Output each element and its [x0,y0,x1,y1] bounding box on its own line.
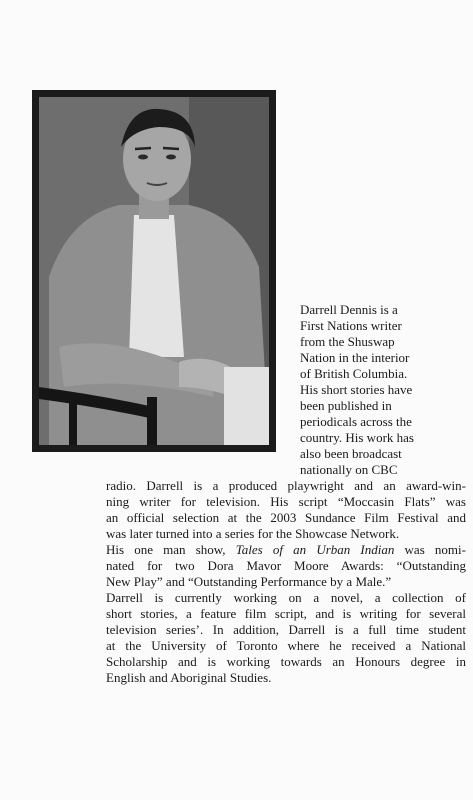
bio-line: Scholarship and is working towards an Honours degree in [106,654,466,669]
bio-line: an official selection at the 2003 Sundance Film Festival and [106,510,466,525]
bio-line: was later turned into a series for the Showcase Network. [106,526,400,541]
bio-line-with-title [106,542,466,558]
bio-line: New Play” and “Outstanding Performance by a Male.” [106,574,392,589]
portrait-illustration [39,97,269,445]
bio-line: ning writer for television. His script “Moccasin Flats” was [106,494,466,509]
bio-line: Darrell is currently working on a novel, a collection of [106,590,466,605]
bio-line: Darrell Dennis is a [300,302,398,317]
bio-line: of British Columbia. [300,366,408,381]
bio-line: nated for two Dora Mavor Moore Awards: “Outstanding [106,558,466,573]
bio-line: radio. Darrell is a produced playwright and an award-win- [106,478,466,493]
bio-line: Nation in the interior [300,350,410,365]
bio-line: His short stories have [300,382,413,397]
author-photo [32,90,276,452]
bio-line-part: His one man show, [106,542,236,557]
bio-line: from the Shuswap [300,334,395,349]
bio-line: First Nations writer [300,318,402,333]
show-title: Tales of an Urban Indian [235,542,395,557]
bio-line: been published in [300,398,392,413]
bio-line: periodicals across the [300,414,412,429]
bio-text-narrow [300,302,460,478]
bio-line-part: was nomi- [394,542,466,557]
bio-line: English and Aboriginal Studies. [106,670,272,685]
bio-line: also been broadcast [300,446,402,461]
bio-line: television series’. In addition, Darrell is a full time student [106,622,466,637]
bio-text-wide [106,478,466,686]
bio-line: country. His work has [300,430,414,445]
bio-line: short stories, a feature film script, and is writing for several [106,606,466,621]
bio-line: nationally on CBC [300,462,398,477]
bio-line: at the University of Toronto where he received a National [106,638,466,653]
author-photo-image [39,97,269,445]
